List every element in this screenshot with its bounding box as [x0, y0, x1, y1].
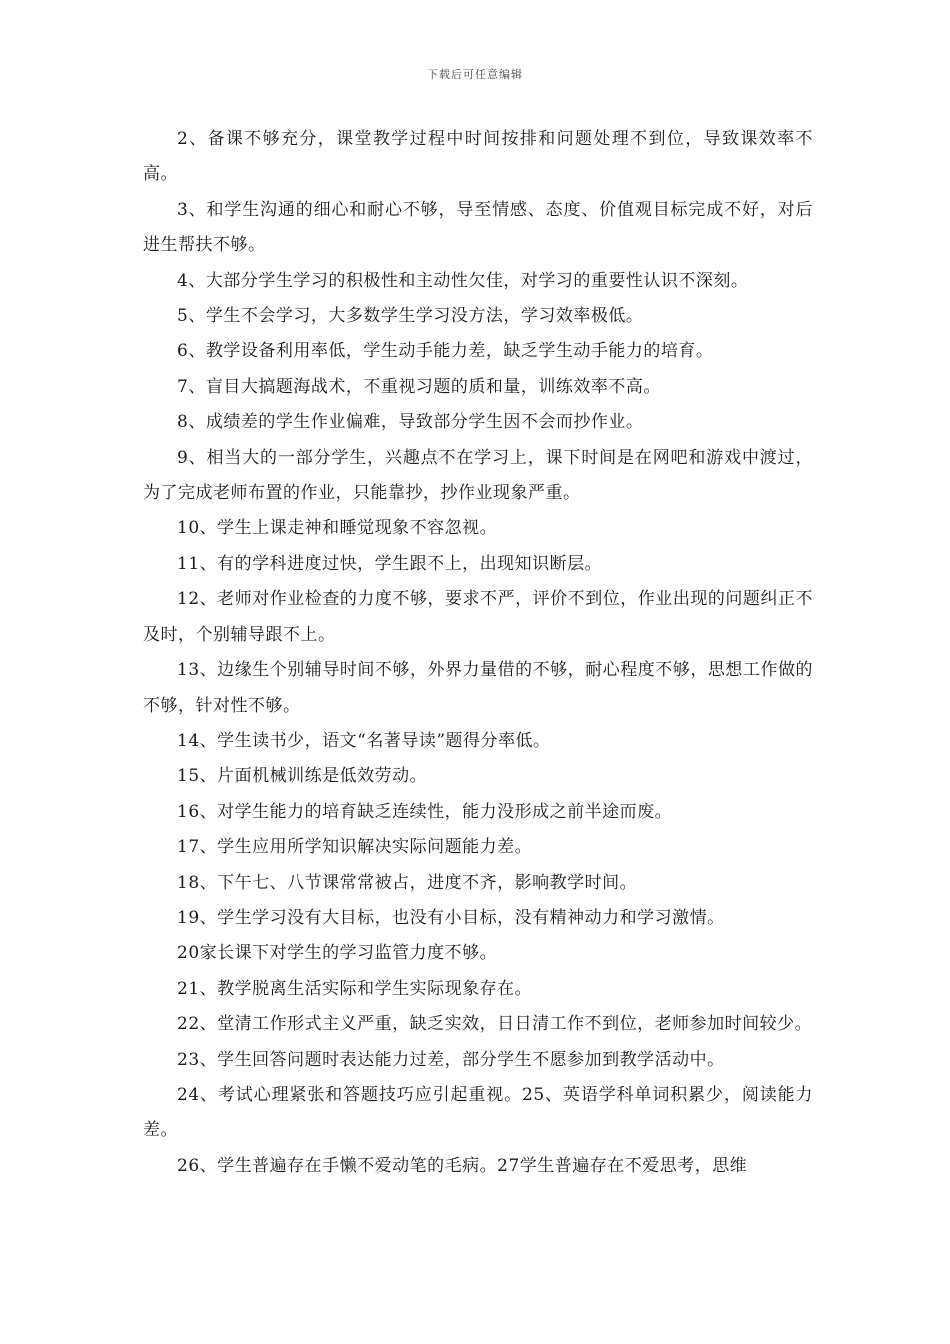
- paragraph-item: 21、教学脱离生活实际和学生实际现象存在。: [177, 978, 533, 999]
- page-header: 下载后可任意编辑: [427, 68, 523, 81]
- paragraph-item: 23、学生回答问题时表达能力过差，部分学生不愿参加到教学活动中。: [177, 1049, 725, 1070]
- paragraph-item: 10、学生上课走神和睡觉现象不容忽视。: [177, 518, 498, 539]
- document-body: [143, 122, 813, 1184]
- paragraph-item: 24、考试心理紧张和答题技巧应引起重视。25、英语学科单词积累少，阅读能力差。: [143, 1084, 813, 1141]
- paragraph-item: 22、堂清工作形式主义严重，缺乏实效，日日清工作不到位，老师参加时间较少。: [177, 1014, 813, 1035]
- paragraph-item: 17、学生应用所学知识解决实际问题能力差。: [177, 837, 533, 858]
- paragraph-item: 19、学生学习没有大目标，也没有小目标，没有精神动力和学习激情。: [177, 907, 725, 928]
- paragraph-item: 2、备课不够充分，课堂教学过程中时间按排和问题处理不到位，导致课效率不高。: [143, 129, 813, 185]
- paragraph-item: 14、学生读书少，语文“名著导读”题得分率低。: [177, 730, 551, 751]
- paragraph-item: 6、教学设备利用率低，学生动手能力差，缺乏学生动手能力的培育。: [177, 341, 714, 362]
- paragraph-item: 20家长课下对学生的学习监管力度不够。: [177, 943, 498, 964]
- paragraph-item: 5、学生不会学习，大多数学生学习没方法，学习效率极低。: [177, 306, 644, 327]
- paragraph-item: 12、老师对作业检查的力度不够，要求不严，评价不到位，作业出现的问题纠正不及时，个别辅导跟不上。: [143, 589, 813, 645]
- paragraph-item: 7、盲目大搞题海战术，不重视习题的质和量，训练效率不高。: [177, 376, 661, 397]
- paragraph-item: 15、片面机械训练是低效劳动。: [177, 766, 428, 787]
- paragraph-item: 16、对学生能力的培育缺乏连续性，能力没形成之前半途而废。: [177, 801, 673, 822]
- paragraph-item: 8、成绩差的学生作业偏难，导致部分学生因不会而抄作业。: [177, 412, 644, 433]
- paragraph-item: 4、大部分学生学习的积极性和主动性欠佳，对学习的重要性认识不深刻。: [177, 270, 749, 291]
- paragraph-item: 13、边缘生个别辅导时间不够，外界力量借的不够，耐心程度不够，思想工作做的不够，针对性不够。: [143, 660, 813, 716]
- paragraph-item: 26、学生普遍存在手懒不爱动笔的毛病。27学生普遍存在不爱思考，思维: [177, 1155, 748, 1176]
- paragraph-item: 11、有的学科进度过快，学生跟不上，出现知识断层。: [177, 553, 603, 574]
- paragraph-item: 3、和学生沟通的细心和耐心不够，导至情感、态度、价值观目标完成不好，对后进生帮扶不够。: [143, 199, 813, 256]
- paragraph-item: 18、下午七、八节课常常被占，进度不齐，影响教学时间。: [177, 872, 638, 893]
- paragraph-item: 9、相当大的一部分学生，兴趣点不在学习上，课下时间是在网吧和游戏中渡过，为了完成老师布置的作业，只能靠抄，抄作业现象严重。: [143, 447, 813, 504]
